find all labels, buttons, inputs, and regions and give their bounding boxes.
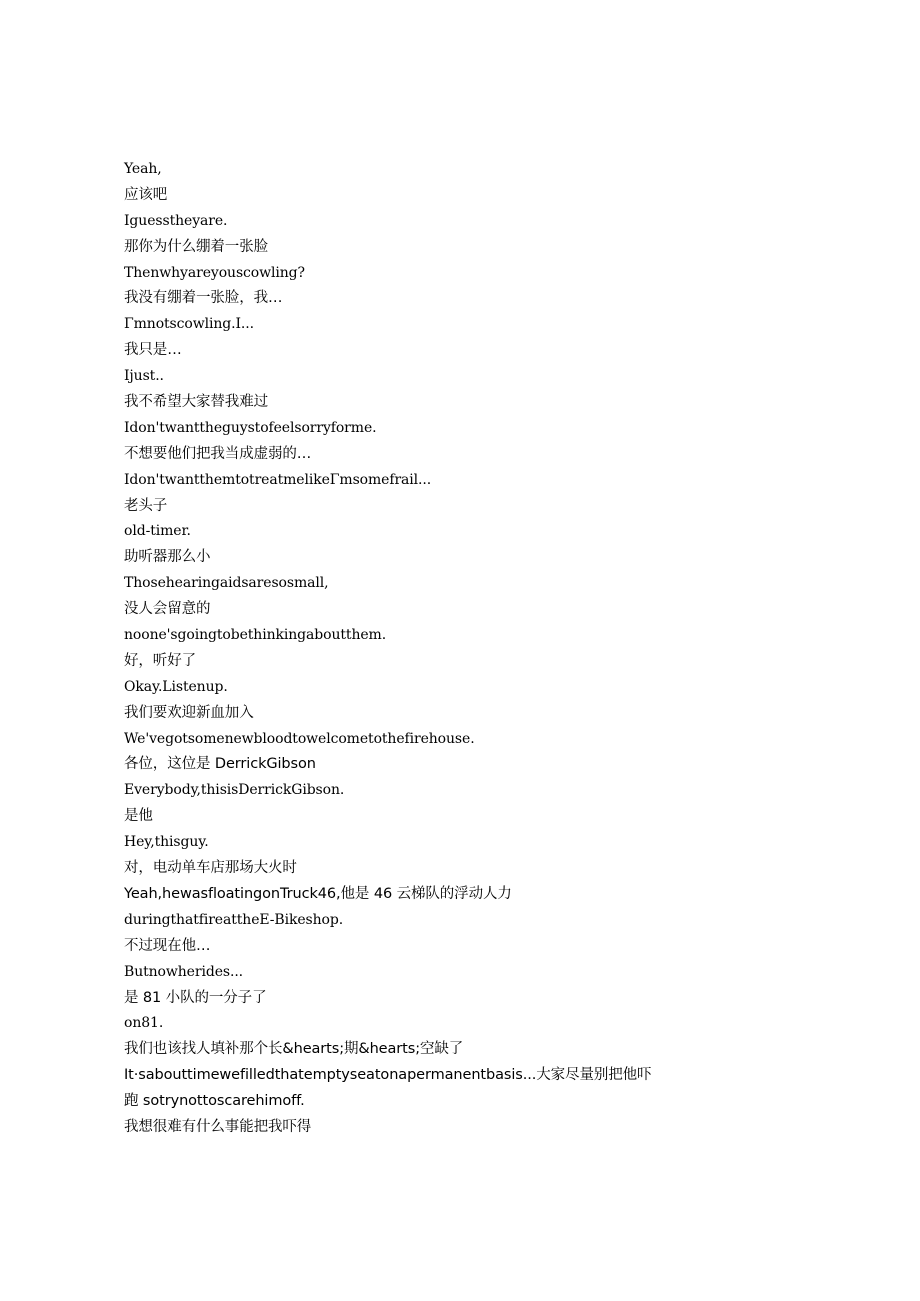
- transcript-line: It·sabouttimewefilledthatemptyseatonapermanentbasis...大家尽量别把他吓: [124, 1067, 652, 1084]
- transcript-line: 没人会留意的: [124, 601, 211, 618]
- transcript-line: Iguesstheyare.: [124, 212, 228, 229]
- transcript-line: 各位，这位是 DerrickGibson: [124, 756, 316, 773]
- transcript-line: Thenwhyareyouscowling?: [124, 264, 305, 281]
- transcript-line: Yeah,hewasfloatingonTruck46,他是 46 云梯队的浮动人力: [124, 885, 512, 902]
- transcript-line: Hey,thisguy.: [124, 834, 209, 851]
- transcript-line: 好，听好了: [124, 652, 196, 669]
- transcript-line: Okay.Listenup.: [124, 678, 228, 695]
- transcript-line: Ijust..: [124, 368, 164, 385]
- transcript-line: duringthatfireattheE-Bikeshop.: [124, 911, 344, 928]
- transcript-line: 是 81 小队的一分子了: [124, 989, 267, 1006]
- transcript-line: 我没有绷着一张脸，我…: [124, 290, 283, 307]
- transcript-line: 应该吧: [124, 186, 168, 203]
- transcript-line: 助听器那么小: [124, 549, 211, 566]
- transcript-line: Idon'twanttheguystofeelsorryforme.: [124, 419, 377, 436]
- transcript-line: 是他: [124, 808, 153, 825]
- transcript-line: 不想要他们把我当成虚弱的…: [124, 445, 312, 462]
- transcript-line: Thosehearingaidsaresosmall,: [124, 575, 329, 592]
- transcript-line: 我想很难有什么事能把我吓得: [124, 1118, 312, 1135]
- transcript-line: 我只是…: [124, 342, 182, 359]
- transcript-line: 我们要欢迎新血加入: [124, 704, 254, 721]
- transcript-line: Butnowherides...: [124, 963, 244, 980]
- transcript-line: on81.: [124, 1015, 164, 1032]
- subtitle-transcript: [124, 157, 824, 1141]
- transcript-line: Yeah,: [124, 161, 162, 177]
- transcript-line: 我们也该找人填补那个长&hearts;期&hearts;空缺了: [124, 1041, 464, 1058]
- transcript-line: Idon'twantthemtotreatmelikeΓmsomefrail...: [124, 471, 432, 488]
- transcript-line: old-timer.: [124, 523, 191, 540]
- transcript-line: 那你为什么绷着一张脸: [124, 238, 268, 255]
- transcript-line: 老头子: [124, 497, 168, 514]
- transcript-line: We'vegotsomenewbloodtowelcometothefirehouse.: [124, 730, 475, 747]
- transcript-line: Γmnotscowling.I...: [124, 316, 254, 333]
- transcript-line: 不过现在他…: [124, 937, 211, 954]
- transcript-line: noone'sgoingtobethinkingaboutthem.: [124, 627, 387, 644]
- transcript-line: 对，电动单车店那场大火时: [124, 860, 297, 877]
- transcript-line: 跑 sotrynottoscarehimoff.: [124, 1093, 305, 1110]
- transcript-line: Everybody,thisisDerrickGibson.: [124, 782, 345, 799]
- transcript-line: 我不希望大家替我难过: [124, 394, 268, 411]
